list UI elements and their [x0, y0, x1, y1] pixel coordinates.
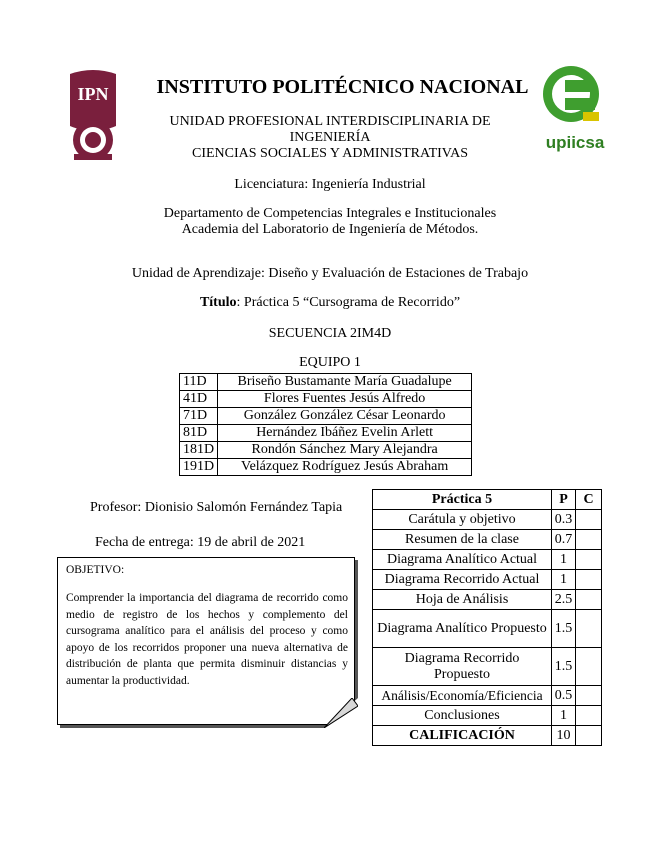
- institution-title: INSTITUTO POLITÉCNICO NACIONAL: [156, 76, 529, 98]
- member-name: González González César Leonardo: [218, 408, 472, 425]
- table-row: [373, 610, 602, 648]
- grading-total-score: [576, 726, 602, 746]
- member-id: 41D: [180, 391, 218, 408]
- grading-score: [576, 706, 602, 726]
- grading-points: 2.5: [552, 590, 576, 610]
- grading-item: Resumen de la clase: [373, 530, 552, 550]
- grading-item: Carátula y objetivo: [373, 510, 552, 530]
- member-name: Velázquez Rodríguez Jesús Abraham: [218, 459, 472, 476]
- member-id: 11D: [180, 374, 218, 391]
- sequence: SECUENCIA 2IM4D: [268, 326, 392, 341]
- course-name: Unidad de Aprendizaje: Diseño y Evaluación de Estaciones de Trabajo: [131, 266, 529, 281]
- member-name: Briseño Bustamante María Guadalupe: [218, 374, 472, 391]
- grading-score: [576, 570, 602, 590]
- grading-points: 1: [552, 570, 576, 590]
- grading-score: [576, 610, 602, 648]
- unit-name-line2: INGENIERÍA: [289, 130, 371, 145]
- page-fold-icon: [324, 698, 358, 728]
- table-row: [180, 442, 472, 459]
- grading-score: [576, 510, 602, 530]
- grading-points: 1: [552, 550, 576, 570]
- degree: Licenciatura: Ingeniería Industrial: [234, 177, 426, 192]
- table-row: [373, 550, 602, 570]
- table-row: [180, 391, 472, 408]
- grading-item: Diagrama Recorrido Propuesto: [373, 648, 552, 686]
- table-row: [180, 374, 472, 391]
- table-row: [180, 425, 472, 442]
- member-id: 181D: [180, 442, 218, 459]
- grading-total-row: [373, 726, 602, 746]
- grading-header-c: C: [576, 490, 602, 510]
- department-line1: Departamento de Competencias Integrales e Institucionales: [163, 206, 497, 221]
- table-row: [180, 459, 472, 476]
- member-id: 71D: [180, 408, 218, 425]
- table-row: [373, 706, 602, 726]
- grading-score: [576, 590, 602, 610]
- grading-item: Hoja de Análisis: [373, 590, 552, 610]
- practice-title: [60, 295, 600, 311]
- table-row: [373, 530, 602, 550]
- grading-header-item: Práctica 5: [373, 490, 552, 510]
- grading-item: Análisis/Economía/Eficiencia: [373, 686, 552, 706]
- grading-points: 1.5: [552, 610, 576, 648]
- member-id: 81D: [180, 425, 218, 442]
- grading-points: 0.5: [552, 686, 576, 706]
- table-row: [373, 648, 602, 686]
- table-row: [373, 570, 602, 590]
- grading-points: 0.3: [552, 510, 576, 530]
- grading-score: [576, 550, 602, 570]
- grading-total-points: 10: [552, 726, 576, 746]
- grading-item: Diagrama Analítico Propuesto: [373, 610, 552, 648]
- grading-header-p: P: [552, 490, 576, 510]
- unit-name-line3: CIENCIAS SOCIALES Y ADMINISTRATIVAS: [191, 146, 468, 161]
- grading-points: 0.7: [552, 530, 576, 550]
- grading-table: [372, 489, 602, 746]
- grading-item: Conclusiones: [373, 706, 552, 726]
- objective-text: Comprender la importancia del diagrama de recorrido como medio de registro de los hechos y complemento del cursograma analítico para el análisis del proceso y como apoyo de los recorridos proponer una nueva alternativa de distribución de planta que permita disminuir distancias y aumentar la productividad.: [66, 592, 348, 687]
- svg-text:upiicsa: upiicsa: [545, 133, 605, 152]
- grading-item: Diagrama Analítico Actual: [373, 550, 552, 570]
- upiicsa-logo: [535, 60, 615, 152]
- svg-text:IPN: IPN: [77, 84, 109, 104]
- team-heading: EQUIPO 1: [299, 355, 361, 370]
- grading-total-label: CALIFICACIÓN: [373, 726, 552, 746]
- member-id: 191D: [180, 459, 218, 476]
- grading-points: 1: [552, 706, 576, 726]
- objective-heading: OBJETIVO:: [66, 564, 125, 576]
- practice-title-value: : Práctica 5 “Cursograma de Recorrido”: [236, 295, 461, 310]
- member-name: Flores Fuentes Jesús Alfredo: [218, 391, 472, 408]
- grading-points: 1.5: [552, 648, 576, 686]
- table-row: [373, 686, 602, 706]
- grading-score: [576, 530, 602, 550]
- practice-title-label: Título: [199, 295, 237, 310]
- grading-score: [576, 648, 602, 686]
- table-row: [373, 510, 602, 530]
- professor: Profesor: Dionisio Salomón Fernández Tapia: [90, 500, 343, 515]
- member-name: Rondón Sánchez Mary Alejandra: [218, 442, 472, 459]
- objective-box: [57, 557, 355, 725]
- unit-name-line1: UNIDAD PROFESIONAL INTERDISCIPLINARIA DE: [169, 114, 491, 129]
- grading-header-row: [373, 490, 602, 510]
- table-row: [373, 590, 602, 610]
- team-table: [179, 373, 472, 476]
- due-date: Fecha de entrega: 19 de abril de 2021: [95, 535, 306, 550]
- table-row: [180, 408, 472, 425]
- department-line2: Academia del Laboratorio de Ingeniería de Métodos.: [181, 222, 479, 237]
- member-name: Hernández Ibáñez Evelin Arlett: [218, 425, 472, 442]
- grading-item: Diagrama Recorrido Actual: [373, 570, 552, 590]
- grading-score: [576, 686, 602, 706]
